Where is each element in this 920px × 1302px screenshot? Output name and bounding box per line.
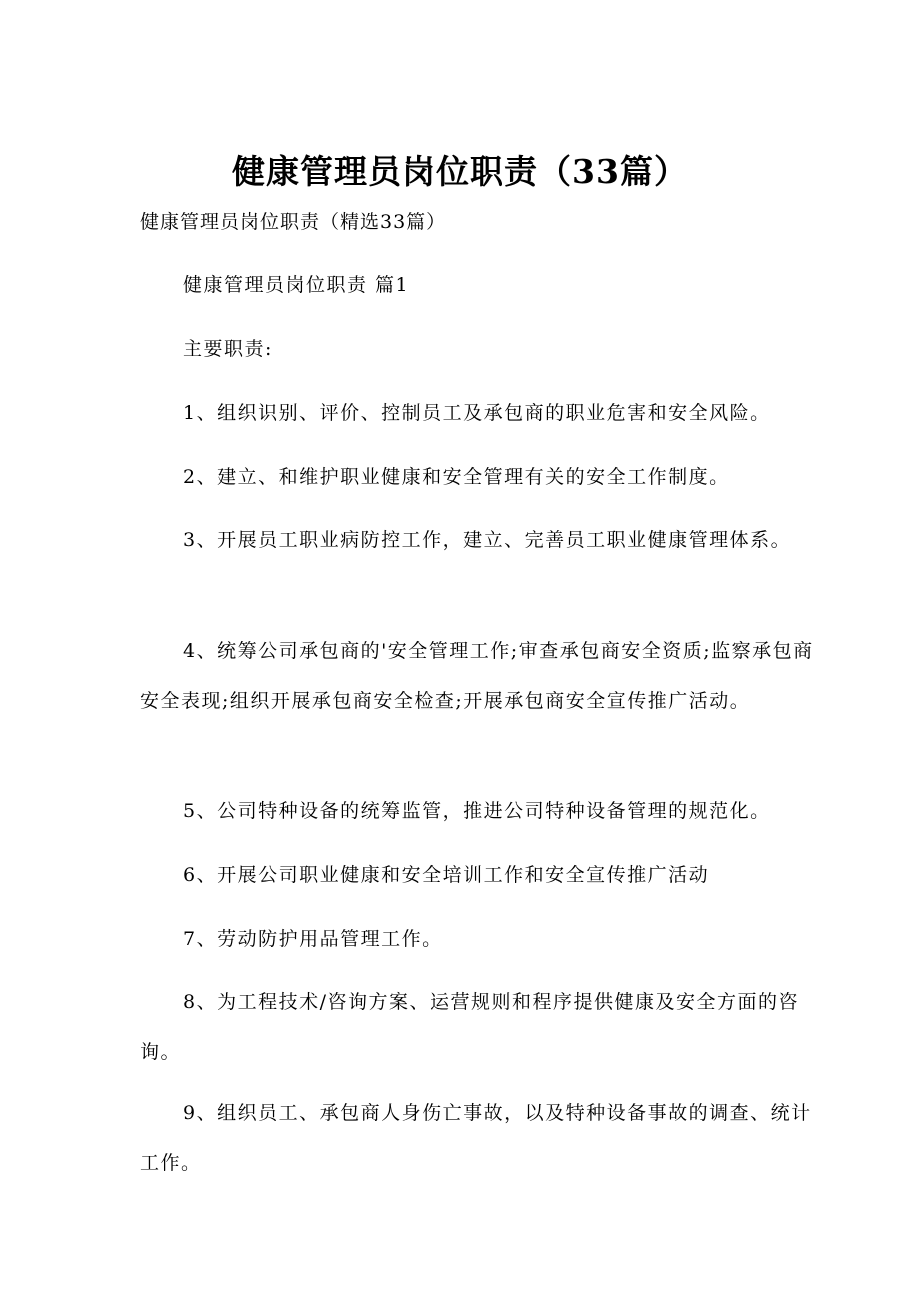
- document-subtitle: 健康管理员岗位职责（精选33篇）: [140, 211, 447, 233]
- duty-item-9: 9、组织员工、承包商人身伤亡事故，以及特种设备事故的调查、统计工作。: [140, 1102, 812, 1174]
- duty-item-1: 1、组织识别、评价、控制员工及承包商的职业危害和安全风险。: [183, 402, 771, 424]
- lead-text: 主要职责:: [183, 338, 273, 360]
- duty-item-4: 4、统筹公司承包商的'安全管理工作;审查承包商安全资质;监察承包商安全表现;组织开展承包商安全检查;开展承包商安全宣传推广活动。: [140, 640, 814, 712]
- section-heading: 健康管理员岗位职责 篇1: [183, 274, 410, 296]
- duty-item-8: 8、为工程技术/咨询方案、运营规则和程序提供健康及安全方面的咨询。: [140, 991, 799, 1063]
- duty-item-3: 3、开展员工职业病防控工作，建立、完善员工职业健康管理体系。: [183, 529, 792, 551]
- duty-item-6: 6、开展公司职业健康和安全培训工作和安全宣传推广活动: [183, 864, 710, 886]
- duty-item-2: 2、建立、和维护职业健康和安全管理有关的安全工作制度。: [183, 466, 730, 488]
- document-title: 健康管理员岗位职责（33篇）: [232, 152, 688, 191]
- duty-item-7: 7、劳动防护用品管理工作。: [183, 928, 443, 950]
- duty-item-5: 5、公司特种设备的统筹监管，推进公司特种设备管理的规范化。: [183, 800, 771, 822]
